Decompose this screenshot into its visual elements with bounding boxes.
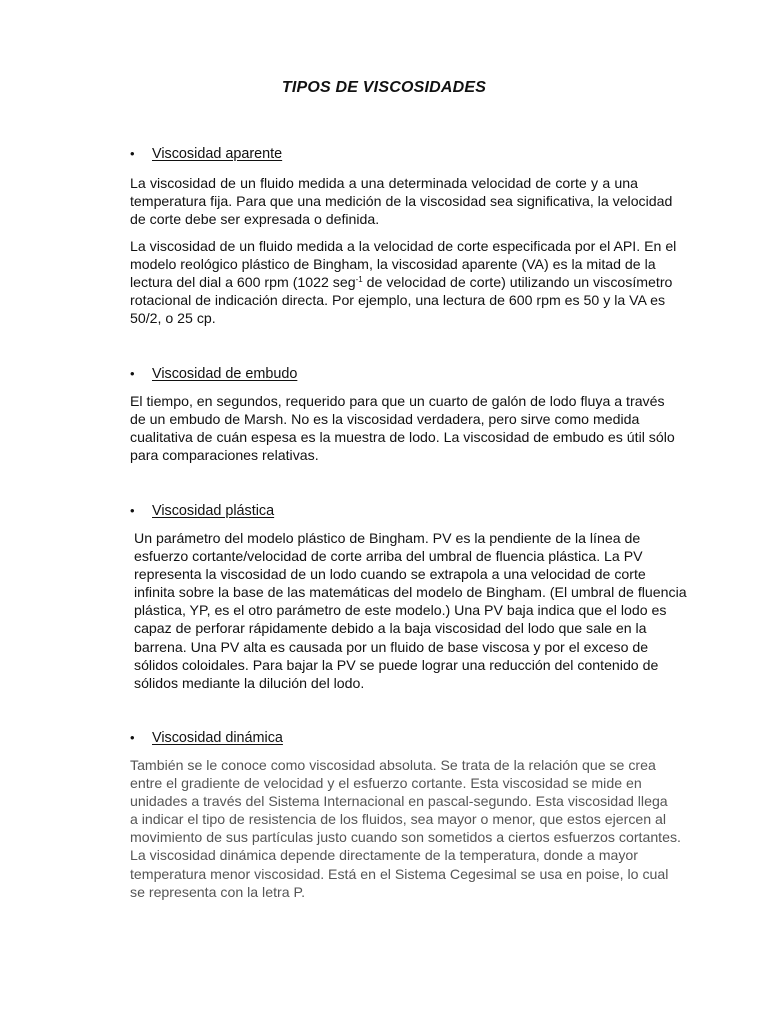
line-text: lectura del dial a 600 rpm (1022 seg	[130, 274, 356, 291]
paragraph-line: se representa con la letra P.	[130, 883, 306, 900]
paragraph-line: La viscosidad dinámica depende directamente de la temperatura, donde a mayor	[130, 847, 638, 864]
paragraph-line: cualitativa de cuán espesa es la muestra de lodo. La viscosidad de embudo es útil sólo	[130, 429, 675, 446]
section-heading-viscosidad-plastica	[130, 502, 274, 520]
bullet-icon: •	[130, 366, 135, 381]
paragraph-line: También se le conoce como viscosidad absoluta. Se trata de la relación que se crea	[130, 757, 656, 773]
paragraph-line: representa la viscosidad de un lodo cuando se extrapola a una velocidad de corte	[134, 566, 646, 583]
section-heading-text: Viscosidad de embudo	[152, 366, 298, 382]
paragraph-line: sólidos coloidales. Para bajar la PV se puede lograr una reducción del contenido de	[134, 656, 659, 673]
paragraph-line-with-superscript	[130, 273, 673, 291]
superscript: -1	[355, 275, 363, 285]
paragraph-line: Un parámetro del modelo plástico de Bingham. PV es la pendiente de la línea de	[134, 530, 641, 546]
section-heading-viscosidad-aparente	[130, 145, 282, 163]
section-heading-text: Viscosidad plástica	[152, 503, 275, 519]
paragraph-line: movimiento de sus partículas justo cuando son sometidos a ciertos esfuerzos cortantes.	[130, 829, 681, 846]
paragraph-line: La viscosidad de un fluido medida a la velocidad de corte especificada por el API. En el	[130, 238, 677, 254]
paragraph-line: de un embudo de Marsh. No es la viscosidad verdadera, pero sirve como medida	[130, 411, 640, 428]
paragraph-aparente-2	[130, 237, 677, 327]
paragraph-line: esfuerzo cortante/velocidad de corte arriba del umbral de fluencia plástica. La PV	[134, 548, 643, 565]
paragraph-line: a indicar el tipo de resistencia de los fluidos, sea mayor o menor, que estos ejercen al	[130, 811, 667, 828]
paragraph-line: temperatura fija. Para que una medición de la viscosidad sea significativa, la velocidad	[130, 193, 673, 210]
bullet-icon: •	[130, 730, 135, 745]
document-title: TIPOS DE VISCOSIDADES	[281, 79, 487, 96]
paragraph-embudo	[130, 392, 675, 464]
section-heading-text: Viscosidad aparente	[152, 146, 283, 162]
paragraph-line: entre el gradiente de velocidad y el esfuerzo cortante. Esta viscosidad se mide en	[130, 775, 642, 792]
section-heading-viscosidad-dinamica	[130, 729, 283, 747]
paragraph-plastica	[134, 529, 687, 692]
paragraph-aparente-1	[130, 174, 673, 228]
section-heading-viscosidad-de-embudo	[130, 365, 297, 383]
paragraph-line: unidades a través del Sistema Internacional en pascal-segundo. Esta viscosidad llega	[130, 793, 668, 810]
bullet-icon: •	[130, 146, 135, 161]
paragraph-line: sólidos mediante la dilución del lodo.	[134, 674, 365, 691]
paragraph-line: modelo reológico plástico de Bingham, la viscosidad aparente (VA) es la mitad de la	[130, 256, 656, 273]
paragraph-line: temperatura menor viscosidad. Está en el Sistema Cegesimal se usa en poise, lo cual	[130, 865, 669, 882]
paragraph-line: 50/2, o 25 cp.	[130, 310, 216, 327]
paragraph-dinamica	[130, 756, 681, 901]
paragraph-line: capaz de perforar rápidamente debido a la baja viscosidad del lodo que sale en la	[134, 620, 647, 637]
paragraph-line: de corte debe ser expresada o definida.	[130, 211, 380, 228]
paragraph-line: barrena. Una PV alta es causada por un fluido de base viscosa y por el exceso de	[134, 638, 649, 655]
paragraph-line: para comparaciones relativas.	[130, 447, 319, 464]
paragraph-line: rotacional de indicación directa. Por ejemplo, una lectura de 600 rpm es 50 y la VA es	[130, 292, 666, 309]
bullet-icon: •	[130, 503, 135, 518]
paragraph-line: infinita sobre la base de las matemáticas del modelo de Bingham. (El umbral de fluencia	[134, 584, 687, 601]
paragraph-line: El tiempo, en segundos, requerido para que un cuarto de galón de lodo fluya a través	[130, 393, 665, 409]
section-heading-text: Viscosidad dinámica	[152, 730, 283, 746]
line-text: de velocidad de corte) utilizando un viscosímetro	[362, 274, 673, 291]
paragraph-line: La viscosidad de un fluido medida a una determinada velocidad de corte y a una	[130, 175, 638, 191]
paragraph-line: plástica, YP, es el otro parámetro de este modelo.) Una PV baja indica que el lodo es	[134, 602, 667, 619]
